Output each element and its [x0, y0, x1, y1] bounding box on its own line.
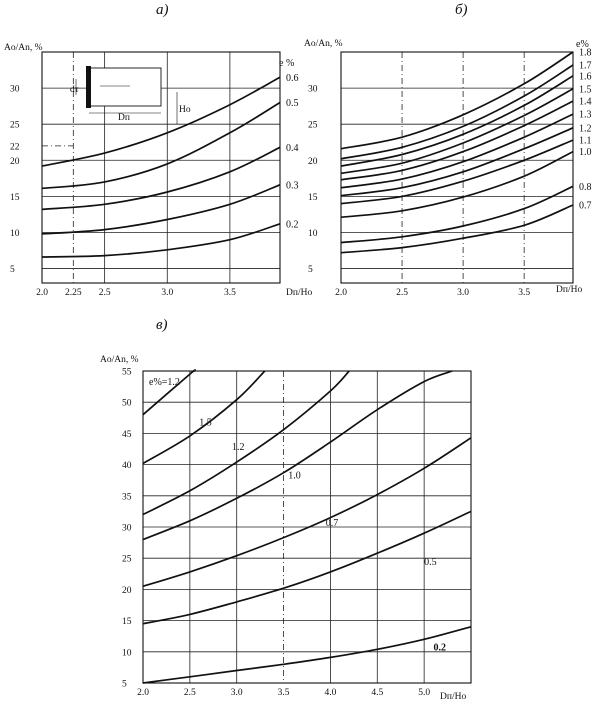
- panel-a-curve-label-0.4: 0.4: [286, 142, 299, 154]
- panel-a-ytick-label: 22: [10, 142, 20, 153]
- panel-c-ytick-label: 10: [122, 648, 132, 659]
- panel-c-curve-label-1.2: 1.2: [232, 442, 245, 454]
- panel-a-curve-label-0.6: 0.6: [286, 72, 299, 84]
- panel-a-curve-0.2: [42, 224, 280, 257]
- panel-c-ylabel: Ao/An, %: [100, 355, 139, 365]
- inset-body: [89, 68, 161, 106]
- panel-b-curve-1.0: [341, 152, 573, 218]
- panel-c-title: в): [156, 317, 168, 333]
- panel-b-ytick-label: 30: [308, 84, 318, 95]
- panel-a-ytick-label: 25: [10, 120, 20, 131]
- panel-a-legend-title: e %: [279, 58, 295, 69]
- panel-b-curve-label-1.7: 1.7: [579, 60, 592, 72]
- panel-a-curve-0.3: [42, 185, 280, 234]
- panel-a-xtick-label: 2.5: [98, 288, 111, 298]
- panel-c-xtick-label: 3.5: [277, 688, 290, 698]
- inset-label-dt: dт: [70, 85, 79, 95]
- panel-a-curve-label-0.3: 0.3: [286, 180, 299, 192]
- panel-b-curve-1.8: [341, 52, 573, 149]
- panel-c-curve-0.2: [143, 627, 471, 683]
- panel-c-ytick-label: 15: [122, 617, 132, 628]
- panel-a-xtick-label: 3.0: [161, 288, 174, 298]
- panel-b-ytick-label: 20: [308, 156, 318, 167]
- panel-a-xtick-label: 3.5: [223, 288, 236, 298]
- panel-c-ytick-label: 55: [122, 367, 132, 378]
- inset-label-dp: Dп: [118, 113, 130, 123]
- panel-b-xtick-label: 2.0: [335, 288, 347, 298]
- panel-c-plot: [122, 368, 471, 699]
- panel-b-curve-0.7: [341, 205, 573, 253]
- panel-c-curve-0.7: [143, 438, 471, 587]
- panel-b-title: б): [455, 2, 468, 18]
- panel-c-xtick-label: 2.0: [137, 688, 149, 698]
- panel-b-curve-label-1.6: 1.6: [579, 71, 592, 83]
- panel-b-ytick-label: 25: [308, 120, 318, 131]
- panel-a-curve-label-0.2: 0.2: [286, 219, 299, 231]
- panel-c-curve-label-1.5: 1.5: [199, 417, 212, 429]
- panel-b-xtick-label: 3.0: [457, 288, 470, 298]
- panel-b-curve-label-0.8: 0.8: [579, 181, 592, 193]
- panel-b-plot: [308, 48, 592, 299]
- panel-c-ytick-label: 40: [122, 461, 132, 472]
- panel-c-ytick-label: 25: [122, 554, 132, 565]
- panel-c-xtick-label: 3.0: [230, 688, 243, 698]
- panel-c-xtick-label: 2.5: [183, 688, 196, 698]
- inset-label-ho: Hо: [179, 105, 191, 115]
- panel-b-xtick-label: 2.5: [396, 288, 408, 298]
- panel-b-ytick-label: 10: [308, 228, 318, 239]
- panel-b-curve-1.3: [341, 114, 573, 188]
- panel-c-xtick-label: 4.5: [371, 688, 384, 698]
- panel-a-title: а): [156, 2, 169, 18]
- panel-b-xlabel: Dп/Hо: [556, 285, 583, 295]
- panel-a-ytick-label: 20: [10, 156, 20, 167]
- panel-b-curve-label-1.0: 1.0: [579, 147, 592, 159]
- panel-b-legend-title: e%: [576, 39, 589, 50]
- panel-c-xtick-label: 4.0: [324, 688, 337, 698]
- panel-a-xlabel: Dп/Hо: [286, 288, 313, 298]
- panel-b-curve-label-1.2: 1.2: [579, 123, 592, 135]
- panel-b-curve-label-0.7: 0.7: [579, 200, 592, 212]
- panel-a-ytick-label: 5: [10, 265, 15, 276]
- panel-c-ytick-label: 45: [122, 429, 132, 440]
- panel-b-curve-label-1.8: 1.8: [579, 47, 592, 59]
- panel-a-ytick-label: 10: [10, 228, 20, 239]
- panel-b-curve-label-1.3: 1.3: [579, 109, 592, 121]
- panel-a-xtick-label: 2.25: [65, 288, 82, 298]
- panel-b-curve-label-1.4: 1.4: [579, 96, 592, 108]
- panel-c-curve-label-1.0: 1.0: [288, 470, 301, 482]
- panel-c-ytick-label: 30: [122, 523, 132, 534]
- panel-b-curve-label-1.1: 1.1: [579, 135, 592, 147]
- panel-c-xlabel: Dп/Hо: [440, 692, 467, 702]
- panel-a-ytick-label: 15: [10, 192, 20, 203]
- panel-c-ytick-label: 50: [122, 398, 132, 409]
- panel-c-ytick-label: 35: [122, 492, 132, 503]
- panel-c-ytick-label: 5: [122, 679, 127, 690]
- panel-c-curve-label-0.7: 0.7: [325, 517, 339, 529]
- panel-b-ylabel: Ao/An, %: [304, 39, 343, 49]
- panel-c-curve-label-0.2: 0.2: [433, 642, 447, 654]
- panel-b-ytick-label: 15: [308, 192, 318, 203]
- panel-c-ytick-label: 20: [122, 585, 132, 596]
- panel-a-curve-0.5: [42, 103, 280, 189]
- panel-c-xtick-label: 5.0: [418, 688, 431, 698]
- inset-plate: [86, 66, 91, 108]
- panel-c-curve-1.0: [143, 371, 452, 540]
- panel-b-curve-1.1: [341, 140, 573, 204]
- panel-a-ytick-label: 30: [10, 84, 20, 95]
- panel-a-ylabel: Ao/An, %: [4, 43, 43, 53]
- panel-c-legend-title: e%=1.2: [149, 377, 180, 388]
- panel-b-curve-label-1.5: 1.5: [579, 84, 592, 96]
- panel-a-curve-label-0.5: 0.5: [286, 98, 299, 110]
- panel-b-xtick-label: 3.5: [518, 288, 531, 298]
- panel-c-curve-label-0.5: 0.5: [424, 557, 437, 569]
- panel-b-ytick-label: 5: [308, 265, 313, 276]
- inset-pile-diagram: [70, 66, 191, 124]
- panel-b-curve-1.2: [341, 128, 573, 196]
- panel-a-xtick-label: 2.0: [36, 288, 48, 298]
